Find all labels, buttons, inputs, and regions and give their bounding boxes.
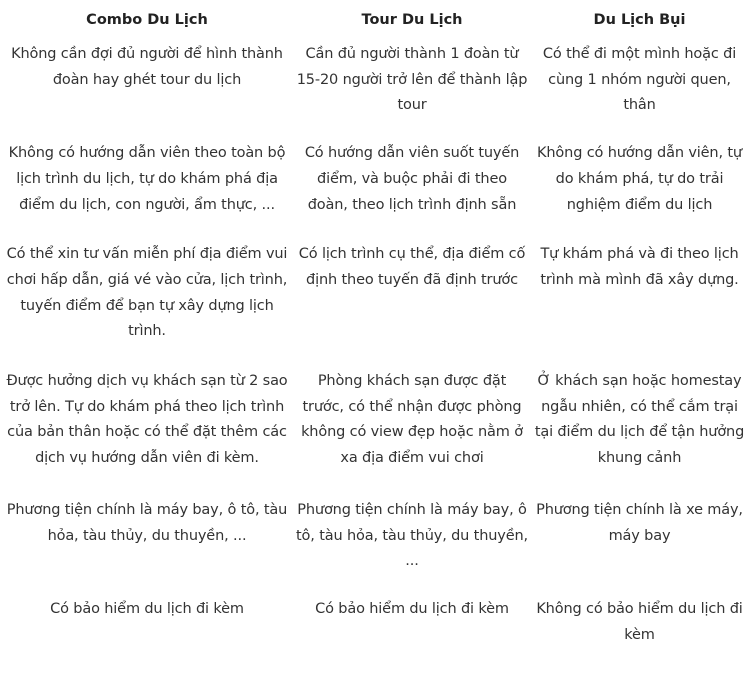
table-row xyxy=(0,597,749,672)
table-cell: Phương tiện chính là xe máy, máy bay xyxy=(536,501,743,544)
table-cell: Có thể xin tư vấn miễn phí địa điểm vui chơi hấp dẫn, giá vé vào cửa, lịch trình, tuyến điểm để bạn tự xây dựng lịch trình. xyxy=(6,246,288,340)
table-cell: Tự khám phá và đi theo lịch trình mà mình đã xây dựng. xyxy=(540,246,739,288)
table-cell: Phương tiện chính là máy bay, ô tô, tàu hỏa, tàu thủy, du thuyền, ... xyxy=(6,501,288,544)
table-cell: Có thể đi một mình hoặc đi cùng 1 nhóm người quen, thân xyxy=(542,46,737,114)
table-row xyxy=(0,498,749,597)
table-cell: Có bảo hiểm du lịch đi kèm xyxy=(315,600,509,617)
table-cell: Không có bảo hiểm du lịch đi kèm xyxy=(536,600,743,643)
table-cell: Không có hướng dẫn viên, tự do khám phá, tự do trải nghiệm điểm du lịch xyxy=(537,145,742,213)
table-cell: Có lịch trình cụ thể, địa điểm cố định theo tuyến đã định trước xyxy=(298,246,526,288)
table-row xyxy=(0,42,749,141)
table-cell: Có bảo hiểm du lịch đi kèm xyxy=(50,600,244,617)
table-row xyxy=(0,242,749,369)
table-cell: Ở khách sạn hoặc homestay ngẫu nhiên, có thể cắm trại tại điểm du lịch để tận hưởng khung cảnh xyxy=(534,373,745,467)
table-cell: Không có hướng dẫn viên theo toàn bộ lịch trình du lịch, tự do khám phá địa điểm du lịch, con người, ẩm thực, ... xyxy=(8,145,286,213)
table-cell: Không cần đợi đủ người để hình thành đoàn hay ghét tour du lịch xyxy=(11,46,283,88)
table-cell: Phương tiện chính là máy bay, ô tô, tàu hỏa, tàu thủy, du thuyền, ... xyxy=(296,501,528,570)
table-cell: Có hướng dẫn viên suốt tuyến điểm, và buộc phải đi theo đoàn, theo lịch trình định sẵn xyxy=(304,145,520,213)
table-row xyxy=(0,141,749,242)
comparison-table xyxy=(0,4,749,672)
table-row xyxy=(0,369,749,498)
header-combo-du-lich: Combo Du Lịch xyxy=(86,12,208,28)
table-cell: Phòng khách sạn được đặt trước, có thể nhận được phòng không có view đẹp hoặc nằm ở xa địa điểm vui chơi xyxy=(301,373,523,467)
table-header-row xyxy=(0,4,749,42)
table-cell: Được hưởng dịch vụ khách sạn từ 2 sao trở lên. Tự do khám phá theo lịch trình của bản thân hoặc có thể đặt thêm các dịch vụ hướng dẫn viên đi kèm. xyxy=(6,373,288,467)
header-tour-du-lich: Tour Du Lịch xyxy=(361,12,463,28)
header-du-lich-bui: Du Lịch Bụi xyxy=(593,12,686,28)
table-cell: Cần đủ người thành 1 đoàn từ 15-20 người trở lên để thành lập tour xyxy=(296,46,528,114)
